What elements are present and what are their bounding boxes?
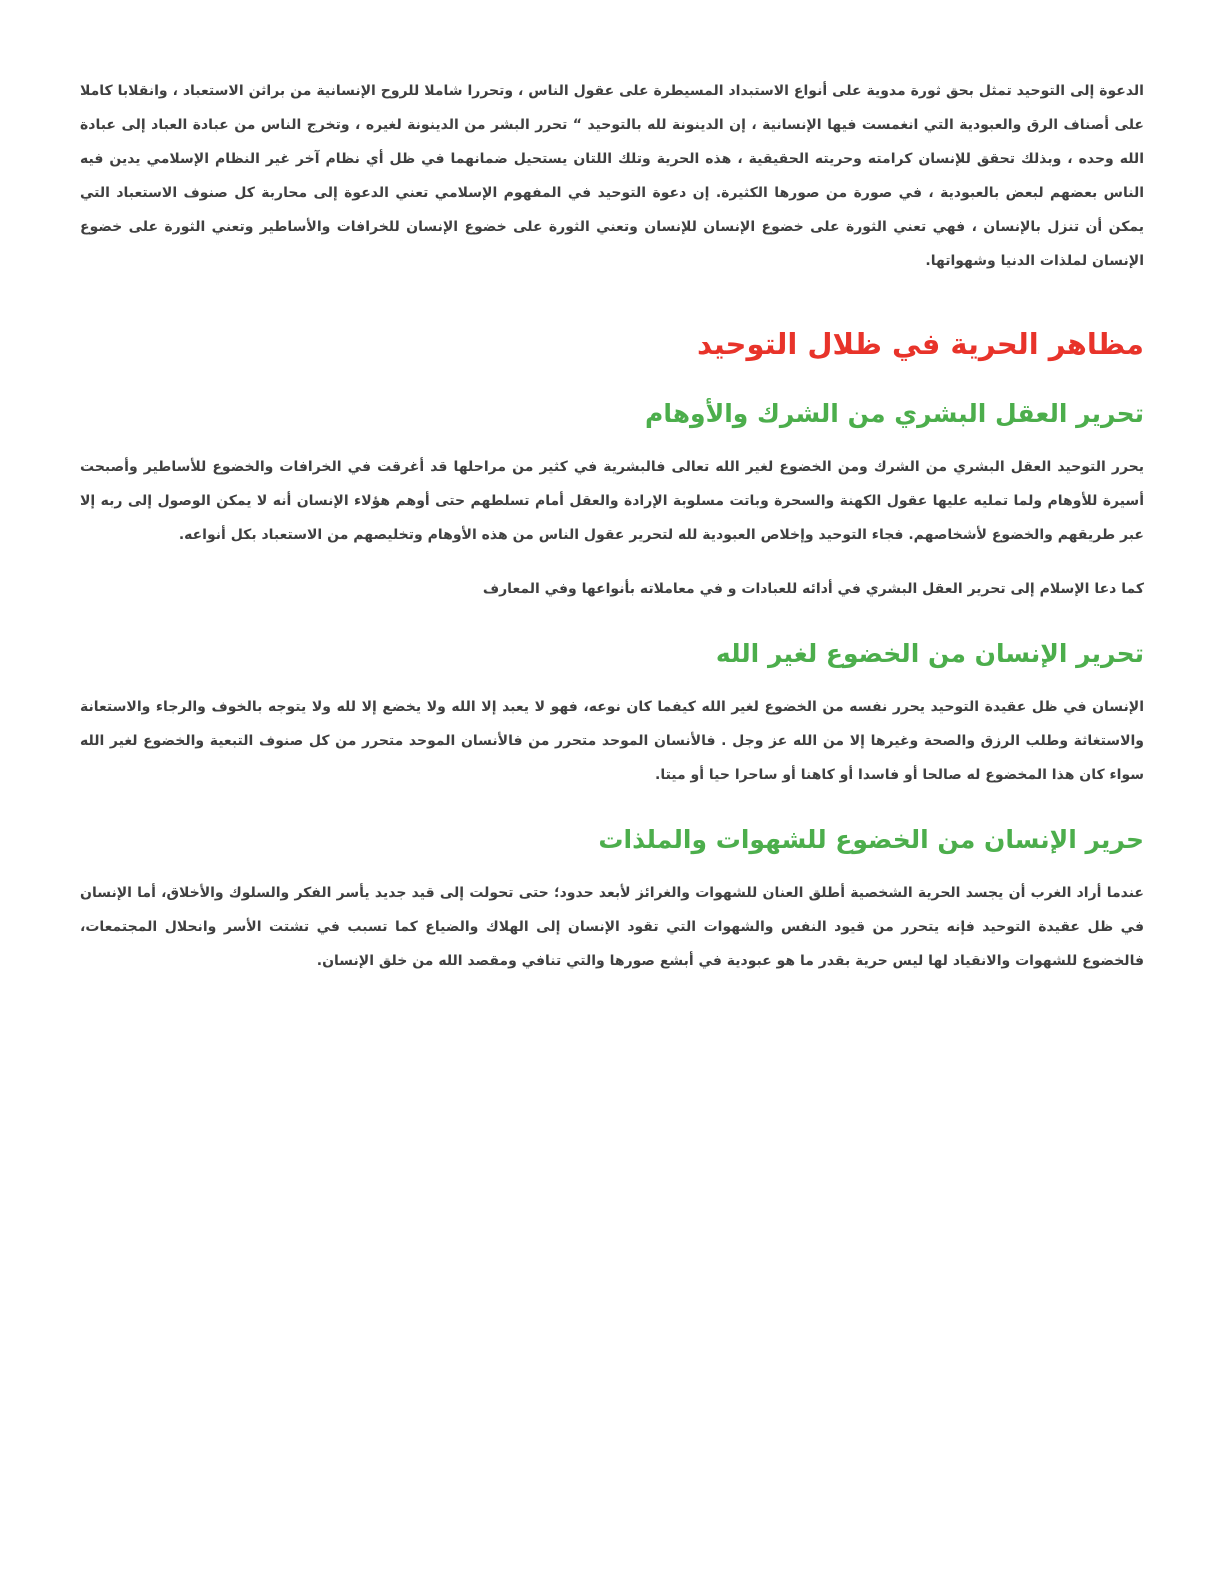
subsection-title-desires: حرير الإنسان من الخضوع للشهوات والملذات bbox=[598, 825, 1144, 854]
paragraph-desires-1: عندما أراد الغرب أن يجسد الحرية الشخصية أطلق العنان للشهوات والغرائز لأبعد حدود؛ حتى تحولت إلى قيد جديد يأسر الفكر والسلوك والأخلاق، أما الإنسان في ظل عقيدة التوحيد فإنه يتحرر من قيود النفس والشهوات التي تقود الإنسان إلى الهلاك والضياع كما تسبب في تشتت الأسر وانحلال المجتمعات، فالخضوع للشهوات والانقياد لها ليس حرية بقدر ما هو عبودية في أبشع صورها والتي تنافي ومقصد الله من خلق الإنسان. bbox=[80, 885, 1144, 969]
section-title: مظاهر الحرية في ظلال التوحيد bbox=[696, 327, 1144, 361]
paragraph-mind-1: يحرر التوحيد العقل البشري من الشرك ومن الخضوع لغير الله تعالى فالبشرية في كثير من مراحلها قد أغرقت في الخرافات والخضوع للأساطير وأصبحت أسيرة للأوهام ولما تمليه عليها عقول الكهنة والسحرة وباتت مسلوبة الإرادة والعقل أمام تسلطهم حتى أوهم هؤلاء الإنسان أنه لا يمكن الوصول إلى ربه إلا عبر طريقهم والخضوع لأشخاصهم. فجاء التوحيد وإخلاص العبودية لله لتحرير عقول الناس من هذه الأوهام وتخليصهم من الاستعباد بكل أنواعه. bbox=[80, 459, 1144, 543]
paragraph-submission-1: الإنسان في ظل عقيدة التوحيد يحرر نفسه من الخضوع لغير الله كيفما كان نوعه، فهو لا يعبد إلا الله ولا يخضع إلا لله ولا يتوجه بالخوف والرجاء والاستعانة والاستغاثة وطلب الرزق والصحة وغيرها إلا من الله عز وجل . فالأنسان الموحد متحرر من فالأنسان الموحد متحرر من كل صنوف التبعية والخضوع لغير الله سواء كان هذا المخضوع له صالحا أو فاسدا أو كاهنا أو ساحرا حيا أو ميتا. bbox=[80, 699, 1144, 783]
intro-paragraph: الدعوة إلى التوحيد تمثل بحق ثورة مدوية على أنواع الاستبداد المسيطرة على عقول الناس ، وتحررا شاملا للروح الإنسانية من براثن الاستعباد ، وانقلابا كاملا على أصناف الرق والعبودية التي انغمست فيها الإنسانية ، إن الدينونة لله بالتوحيد “ تحرر البشر من الدينونة لغيره ، وتخرج الناس من عبادة العباد إلى عبادة الله وحده ، وبذلك تحقق للإنسان كرامته وحريته الحقيقية ، هذه الحرية وتلك اللتان يستحيل ضمانهما في ظل أي نظام آخر غير النظام الإسلامي يدين فيه الناس بعضهم لبعض بالعبودية ، في صورة من صورها الكثيرة. إن دعوة التوحيد في المفهوم الإسلامي تعني الدعوة إلى محاربة كل صنوف الاستعباد التي يمكن أن تنزل بالإنسان ، فهي تعني الثورة على خضوع الإنسان للإنسان وتعني الثورة على خضوع الإنسان للخرافات والأساطير وتعني الثورة على خضوع الإنسان لملذات الدنيا وشهواتها. bbox=[80, 83, 1144, 269]
paragraph-mind-2: كما دعا الإسلام إلى تحرير العقل البشري في أدائه للعبادات و في معاملاته بأنواعها وفي المعارف bbox=[482, 581, 1144, 597]
subsection-title-mind: تحرير العقل البشري من الشرك والأوهام bbox=[645, 399, 1144, 428]
subsection-title-submission: تحرير الإنسان من الخضوع لغير الله bbox=[715, 639, 1144, 668]
